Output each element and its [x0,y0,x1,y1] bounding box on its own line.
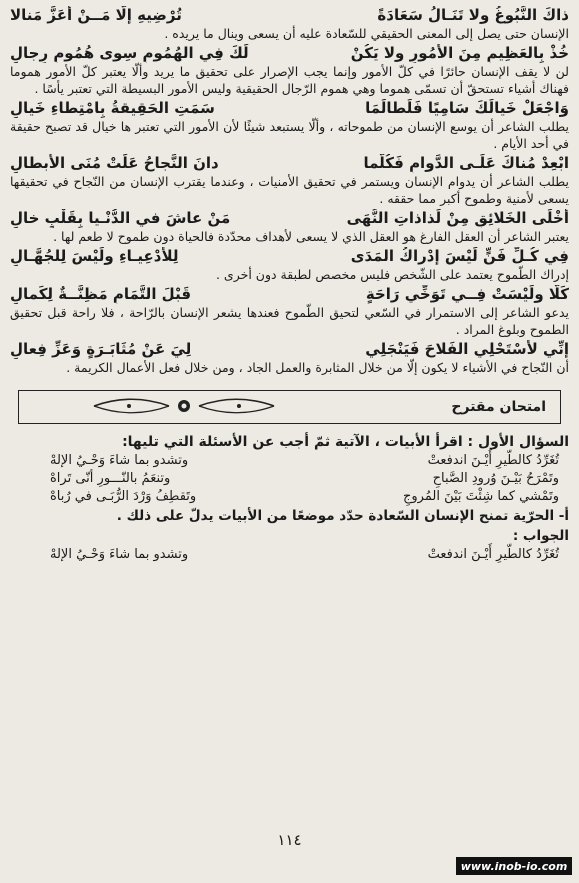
verse-explanation: يعتبر الشاعر أن العقل الفارغ هو العقل الذي لا يسعى لأهداف محدّدة فالحياة دون طموح لا طعم لها . [53,229,569,244]
verse-explanation: إدراك الطّموح يعتمد على الشّخص فليس مخصص لطبقة دون أخرى . [215,267,569,282]
answer-verse [10,546,569,564]
verse-line [10,247,569,266]
verse-second-hemistich: تُرْضِيهِ إلّا مَــنْ أعَزَّ مَنالا [10,6,182,24]
verse-block-1 [10,6,569,42]
verse-first-hemistich: ذاكَ النُّبُوغُ ولا تَنَـالُ سَعَادَةً [377,6,569,24]
question-heading: السؤال الأول : اقرأ الأبيات ، الآتية ثمّ أجب عن الأسئلة التي تليها: [122,434,569,450]
verse-explanation: أن النّجاح في الأشياء لا يكون إلّا من خلال المثابرة والعمل الجاد ، ومن خلال فعل الأعمال الكريمة . [66,360,569,375]
page-number: ١١٤ [277,831,302,849]
verse-first-hemistich: إنِّي لأَسْتَحْلِي الفَلاحَ فَيَنْجَلِي [365,340,569,358]
poem-first-hemistich: وتَمْشي كما شِئْتَ بَيْنَ المُروجِ [403,489,559,504]
poem-second-hemistich: وتنعَمُ بالنّـــورِ أنّى تَراهْ [50,471,171,486]
verse-second-hemistich: لِلأدْعِيـاءِ ولَيْسَ لِلجُهَّـالِ [10,247,179,265]
verse-first-hemistich: كَلَّا ولَيْسَتْ فِــي تَوَخِّي رَاحَةٍ [365,285,569,303]
exam-title: امتحان مقترح [451,399,546,415]
answer-first-hemistich: تُغَرِّدُ كالطّيرِ أَيْـنَ اندفعتْ [427,547,559,562]
verse-second-hemistich: دانَ النَّجاحُ عَلَتْ مُنَى الأبطالِ [10,154,219,172]
poem-first-hemistich: وتَمْرَحُ بَيْـنَ وُرودِ الصَّباحِ [432,471,559,486]
verse-line [10,209,569,228]
verse-second-hemistich: قَبْلَ التَّمَامِ مَظِنَّــةٌ لِكَمالِ [10,285,192,303]
verse-line [10,285,569,304]
verse-explanation: يطلب الشاعر أن يوسع الإنسان من طموحاته ، وألّا يستبعد شيئًا لأن الأمور التي تعتبر ها خيال قد تصبح حقيقة في أحد الأيام . [10,119,569,151]
verse-block-7 [10,285,569,338]
answer-label: الجواب : [512,528,569,544]
poem-line [10,488,569,506]
poem-second-hemistich: وتشدو بما شاءَ وَحْـيُ الإلهْ [50,453,189,468]
verse-second-hemistich: سَمَتِ الحَقِيقةُ بِامْتِطاءِ خَيالِ [10,99,215,117]
verse-line [10,340,569,359]
verse-block-2 [10,44,569,97]
verse-line [10,6,569,25]
verse-block-6 [10,247,569,283]
exam-title-box [18,390,561,424]
answer-second-hemistich: وتشدو بما شاءَ وَحْـيُ الإلهْ [50,547,189,562]
verse-first-hemistich: خُذْ بِالعَظِيمِ مِنَ الأُمُورِ ولا يَكُنْ [350,44,569,62]
exam-poem [10,452,569,506]
verse-first-hemistich: فِي كُـلِّ فَنٍّ لَيْسَ إدْراكُ المَدَى [350,247,569,265]
verse-line [10,99,569,118]
ornament-icon [89,395,279,417]
verse-first-hemistich: ابْعِدْ مُناكَ عَلَـى الدَّوامِ فَكُلَّما [363,154,569,172]
verse-first-hemistich: أَخْلَى الخَلائِقِ مِنْ لَذاذاتِ النُّهَى [346,209,569,227]
watermark-link[interactable]: www.inob-io.com [456,857,572,875]
verse-line [10,154,569,173]
poem-line [10,452,569,470]
verse-second-hemistich: مَنْ عاشَ في الدُّنْـيا بِقَلْبٍ خالِ [10,209,231,227]
verse-block-4 [10,154,569,207]
verse-second-hemistich: لِيَ عَنْ مُثَابَـرَةٍ وَعَزِّ فِعالِ [10,340,192,358]
verse-second-hemistich: لَكَ فِي الهُمُومِ سِوى هُمُومِ رِجالِ [10,44,249,62]
sub-question: أ- الحرّية تمنح الإنسان السّعادة حدّد موضعًا من الأبيات يدلّ على ذلك . [116,508,569,524]
verse-line [10,44,569,63]
verse-block-5 [10,209,569,245]
poem-first-hemistich: تُغَرِّدُ كالطّيرِ أَيْـنَ اندفعتْ [427,453,559,468]
verse-block-3 [10,99,569,152]
poem-line [10,470,569,488]
verse-explanation: يطلب الشاعر أن يدوام الإنسان ويستمر في تحقيق الأمنيات ، وعندما يقترب الإنسان من النّجاح في تحقيقها يسعى لأمنية وطموح أكبر مما حققه . [10,174,569,206]
verse-block-8 [10,340,569,376]
verse-first-hemistich: وَاجْعَلْ خَيالَكَ سَامِيًا فَلَطالَمَا [365,99,569,117]
verse-explanation: الإنسان حتى يصل إلى المعنى الحقيقي للسّعادة عليه أن يسعى وينال ما يريده . [164,26,569,41]
verse-explanation: يدعو الشاعر إلى الاستمرار في السّعي لتحيق الطّموح فعندها يشعر الإنسان بالرّاحة ، فلا راحة قبل تحقيق الطموح وبلوغ المراد . [10,305,569,337]
poem-second-hemistich: وتَقطِفُ وَرْدَ الرُّبَـى في رُباهْ [50,489,197,504]
verse-explanation: لن لا يقف الإنسان حائرًا في كلّ الأمور وإنما يجب الإصرار على تحقيق ما يريد وألّا يعتبر كلّ الأمور هموما فهناك أشياء تستحقّ أن تسمّى هموما وهي هموم الرّجال الحقيقية وليس الأمور البسيطة التي تعتبر يأسًا . [10,64,569,96]
